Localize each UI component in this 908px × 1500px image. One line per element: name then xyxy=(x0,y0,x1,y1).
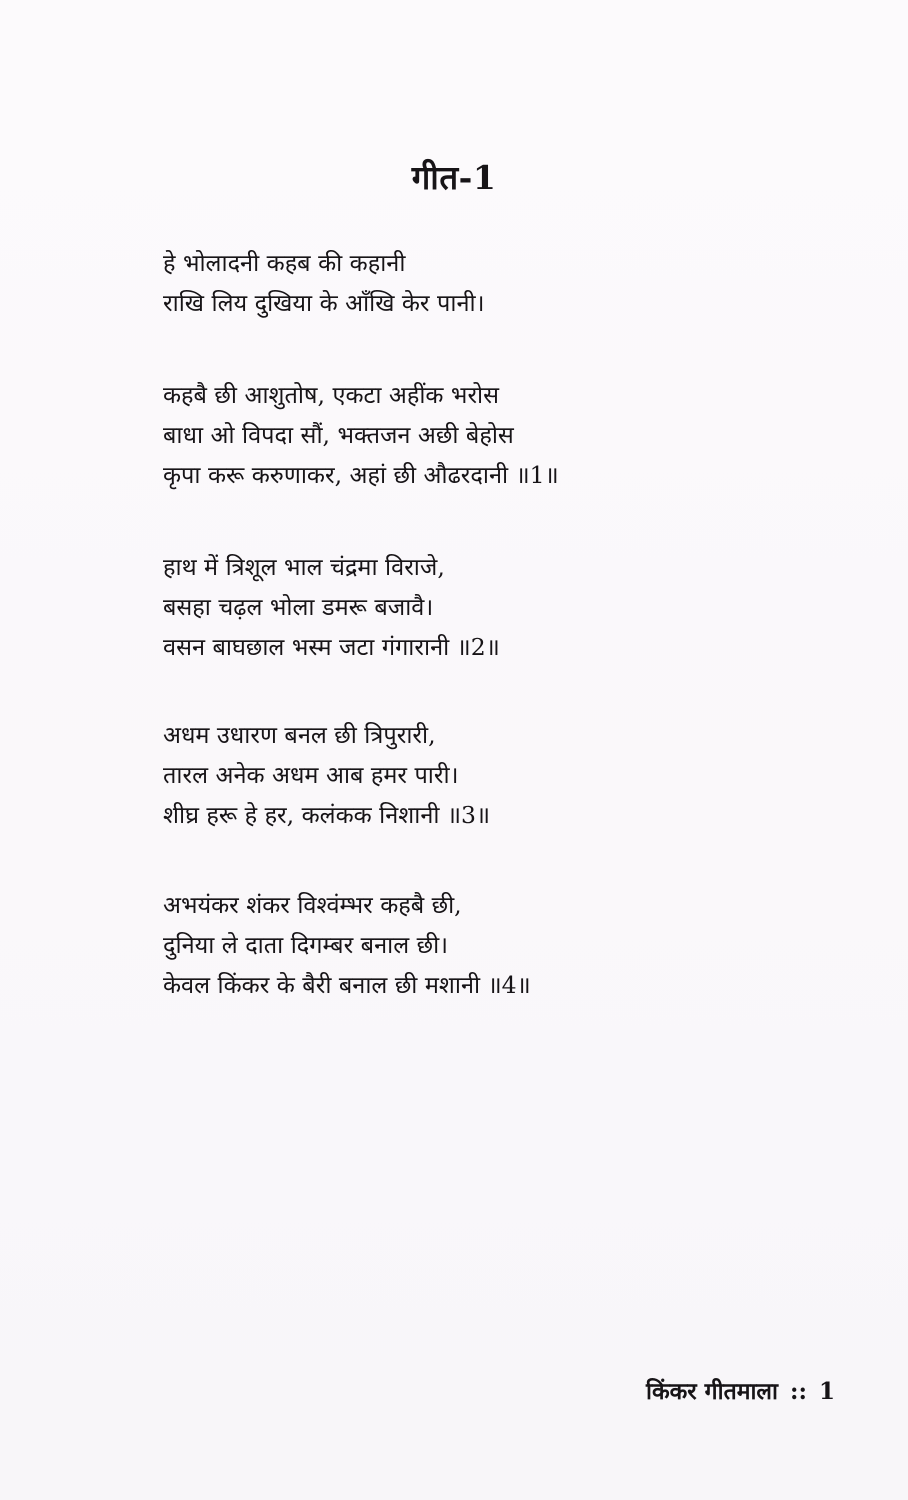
verse-line: वसन बाघछाल भस्म जटा गंगारानी ॥2॥ xyxy=(163,633,500,661)
verse-line: अधम उधारण बनल छी त्रिपुरारी, xyxy=(163,721,436,749)
verse-line: बसहा चढ़ल भोला डमरू बजावै। xyxy=(163,593,434,621)
verse-line: राखि लिय दुखिया के आँखि केर पानी। xyxy=(163,289,485,317)
verse-line: तारल अनेक अधम आब हमर पारी। xyxy=(163,761,459,789)
verse-line: कृपा करू करुणाकर, अहां छी औढरदानी ॥1॥ xyxy=(163,461,559,489)
verse-line: हाथ में त्रिशूल भाल चंद्रमा विराजे, xyxy=(163,553,445,581)
stanza-3 xyxy=(163,547,823,667)
stanza-1 xyxy=(163,243,823,323)
verse-line: कहबै छी आशुतोष, एकटा अहींक भरोस xyxy=(163,381,500,409)
verse-line: हे भोलादनी कहब की कहानी xyxy=(163,249,406,277)
verse-line: बाधा ओ विपदा सौं, भक्तजन अछी बेहोस xyxy=(163,421,514,449)
page-footer xyxy=(646,1374,835,1406)
verse-line: केवल किंकर के बैरी बनाल छी मशानी ॥4॥ xyxy=(163,971,531,999)
footer-book-title: किंकर गीतमाला xyxy=(645,1378,778,1405)
stanza-4 xyxy=(163,715,823,835)
verse-line: अभयंकर शंकर विश्वंम्भर कहबै छी, xyxy=(163,891,462,919)
verse-line: शीघ्र हरू हे हर, कलंकक निशानी ॥3॥ xyxy=(163,801,491,829)
stanza-2 xyxy=(163,375,823,495)
verse-line: दुनिया ले दाता दिगम्बर बनाल छी। xyxy=(163,931,449,959)
page-number: 1 xyxy=(818,1378,835,1405)
footer-separator: :: xyxy=(789,1378,807,1405)
song-title: गीत-1 xyxy=(411,158,497,197)
stanza-5 xyxy=(163,885,823,1005)
